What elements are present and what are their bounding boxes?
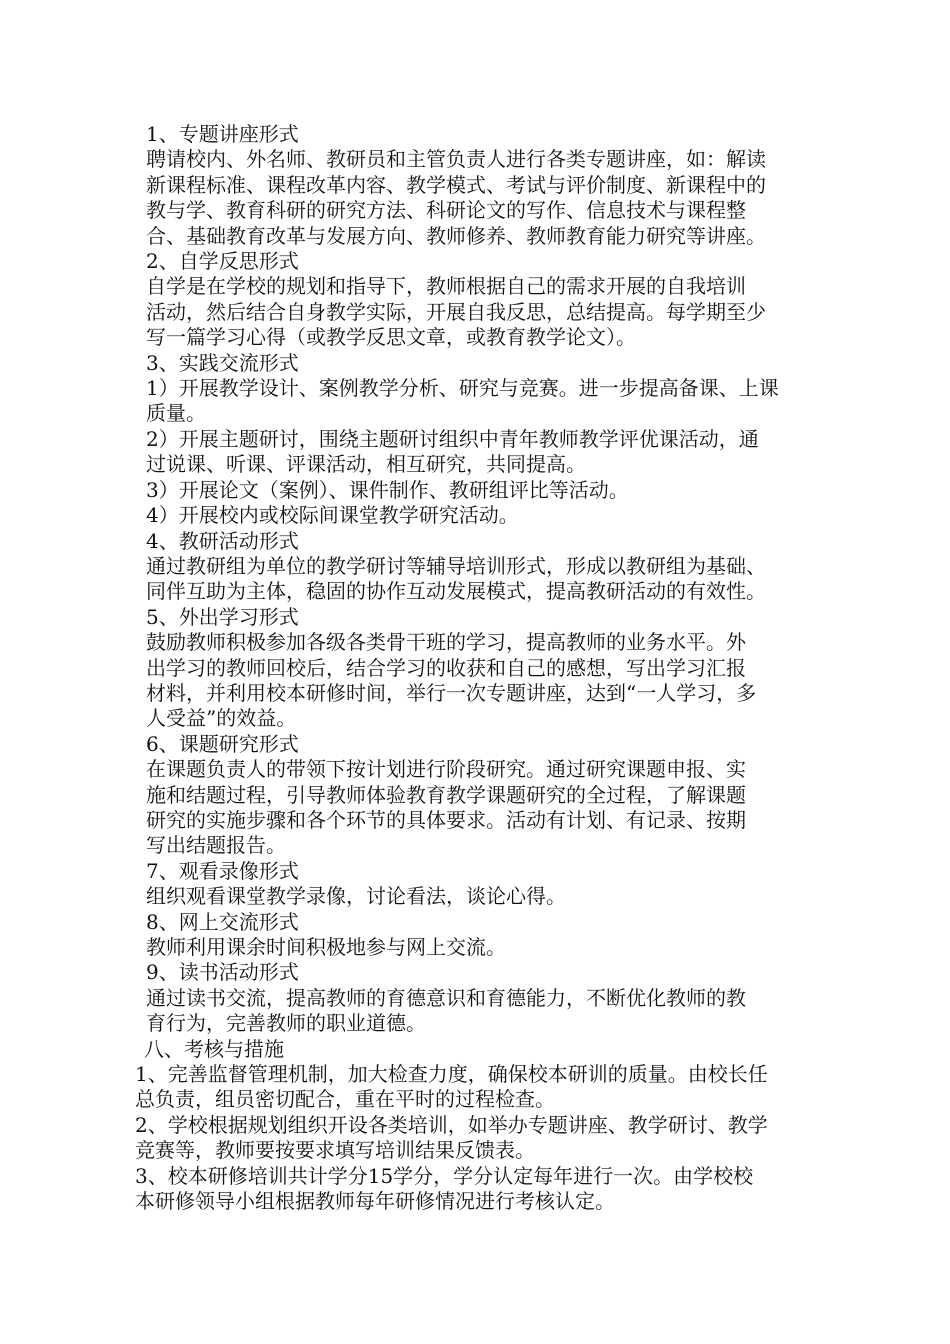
paragraph-line: 竞赛等，教师要按要求填写培训结果反馈表。 — [135, 1138, 535, 1163]
paragraph-line: 3、校本研修培训共计学分15学分，学分认定每年进行一次。由学校校 — [135, 1163, 754, 1188]
section-heading: 3、实践交流形式 — [146, 350, 299, 375]
paragraph-line: 组织观看课堂教学录像，讨论看法，谈论心得。 — [146, 884, 566, 909]
paragraph-line: 出学习的教师回校后，结合学习的收获和自己的感想，写出学习汇报 — [146, 655, 746, 680]
section-heading: 1、专题讲座形式 — [146, 122, 299, 146]
section-heading: 2、自学反思形式 — [146, 249, 299, 274]
paragraph-line: 鼓励教师积极参加各级各类骨干班的学习，提高教师的业务水平。外 — [146, 630, 746, 655]
paragraph-line: 总负责，组员密切配合，重在平时的过程检查。 — [135, 1087, 555, 1112]
paragraph-line: 材料，并利用校本研修时间，举行一次专题讲座，达到“一人学习，多 — [146, 680, 757, 705]
paragraph-line: 写一篇学习心得（或教学反思文章，或教育教学论文）。 — [146, 325, 636, 350]
paragraph-line: 人受益”的效益。 — [146, 706, 297, 731]
paragraph-line: 教与学、教育科研的研究方法、科研论文的写作、信息技术与课程整 — [146, 198, 746, 223]
paragraph-line: 写出结题报告。 — [146, 833, 286, 858]
paragraph-line: 过说课、听课、评课活动，相互研究，共同提高。 — [146, 452, 586, 477]
paragraph-line: 1）开展教学设计、案例教学分析、研究与竞赛。进一步提高备课、上课 — [146, 376, 779, 401]
paragraph-line: 聘请校内、外名师、教研员和主管负责人进行各类专题讲座，如：解读 — [146, 147, 766, 172]
paragraph-line: 施和结题过程，引导教师体验教育教学课题研究的全过程，了解课题 — [146, 782, 746, 807]
paragraph-line: 通过读书交流，提高教师的育德意识和育德能力，不断优化教师的教 — [146, 985, 746, 1010]
paragraph-line: 教师利用课余时间积极地参与网上交流。 — [146, 935, 506, 959]
paragraph-line: 质量。 — [146, 401, 206, 426]
paragraph-line: 4）开展校内或校际间课堂教学研究活动。 — [146, 503, 519, 528]
section-heading: 4、教研活动形式 — [146, 528, 299, 553]
paragraph-line: 1、完善监督管理机制，加大检查力度，确保校本研训的质量。由校长任 — [135, 1062, 768, 1087]
paragraph-line: 新课程标准、课程改革内容、教学模式、考试与评价制度、新课程中的 — [146, 172, 766, 197]
paragraph-line: 合、基础教育改革与发展方向、教师修养、教师教育能力研究等讲座。 — [146, 223, 766, 248]
section-heading: 8、网上交流形式 — [146, 909, 299, 934]
paragraph-line: 在课题负责人的带领下按计划进行阶段研究。通过研究课题申报、实 — [146, 757, 746, 782]
paragraph-line: 活动，然后结合自身教学实际，开展自我反思，总结提高。每学期至少 — [146, 299, 766, 324]
document-body — [133, 122, 833, 1214]
paragraph-line: 本研修领导小组根据教师每年研修情况进行考核认定。 — [135, 1189, 615, 1214]
paragraph-line: 育行为，完善教师的职业道德。 — [146, 1011, 426, 1036]
chapter-heading: 八、考核与措施 — [144, 1036, 284, 1061]
section-heading: 5、外出学习形式 — [146, 604, 299, 629]
paragraph-line: 2、学校根据规划组织开设各类培训，如举办专题讲座、教学研讨、教学 — [135, 1112, 768, 1137]
section-heading: 9、读书活动形式 — [146, 960, 299, 985]
paragraph-line: 同伴互助为主体，稳固的协作互动发展模式，提高教研活动的有效性。 — [146, 579, 766, 604]
paragraph-line: 自学是在学校的规划和指导下，教师根据自己的需求开展的自我培训 — [146, 274, 746, 299]
section-heading: 7、观看录像形式 — [146, 858, 299, 883]
paragraph-line: 研究的实施步骤和各个环节的具体要求。活动有计划、有记录、按期 — [146, 807, 746, 832]
section-heading: 6、课题研究形式 — [146, 731, 299, 756]
paragraph-line: 通过教研组为单位的教学研讨等辅导培训形式，形成以教研组为基础、 — [146, 553, 766, 578]
paragraph-line: 3）开展论文（案例）、课件制作、教研组评比等活动。 — [146, 477, 629, 502]
paragraph-line: 2）开展主题研讨，围绕主题研讨组织中青年教师教学评优课活动，通 — [146, 426, 759, 451]
